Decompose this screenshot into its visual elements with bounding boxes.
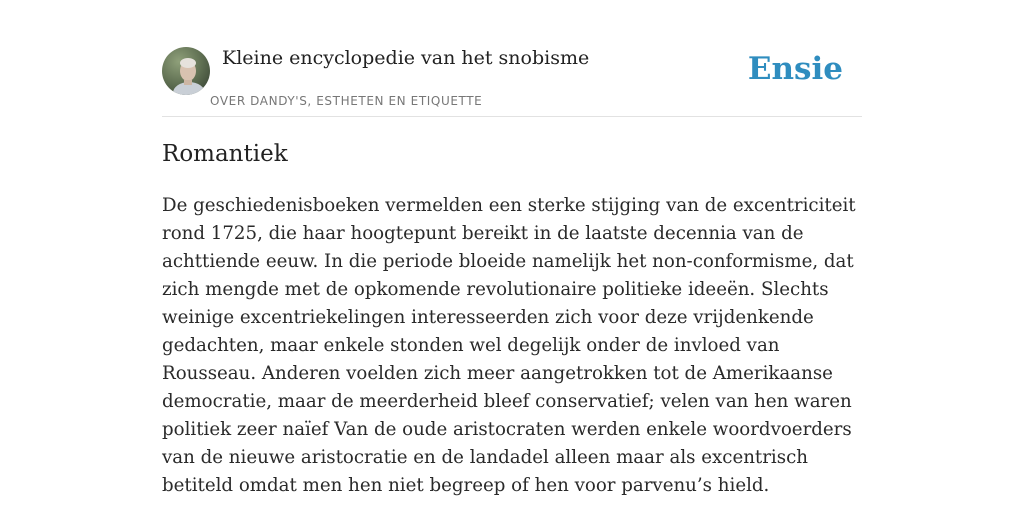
page [162, 0, 862, 496]
article-body: De geschiedenisboeken vermelden een sterke stijging van de excentriciteit rond 1725, die haar hoogtepunt bereikt in de laatste decennia van de achttiende eeuw. In die periode bloeide namelijk het non-conformisme, dat zich mengde met de opkomende revolutionaire politieke ideeën. Slechts weinige excentriekelingen interesseerden zich voor deze vrijdenkende gedachten, maar enkele stonden wel degelijk onder de invloed van Rousseau. Anderen voelden zich meer aangetrokken tot de Amerikaanse democratie, maar de meerderheid bleef conservatief; velen van hen waren politiek zeer naïef Van de oude aristocraten werden enkele woordvoerders van de nieuwe aristocratie en de landadel alleen maar als excentrisch betiteld omdat men hen niet begreep of hen voor parvenu’s hield. [162, 195, 856, 496]
avatar[interactable] [162, 47, 210, 95]
site-title[interactable]: Kleine encyclopedie van het snobisme [222, 47, 590, 69]
site-subtitle: OVER DANDY'S, ESTHETEN EN ETIQUETTE [210, 94, 483, 108]
article-title: Romantiek [162, 141, 288, 167]
header [162, 0, 862, 117]
author-portrait-icon [162, 47, 210, 95]
brand-logo[interactable]: Ensie [747, 51, 843, 87]
